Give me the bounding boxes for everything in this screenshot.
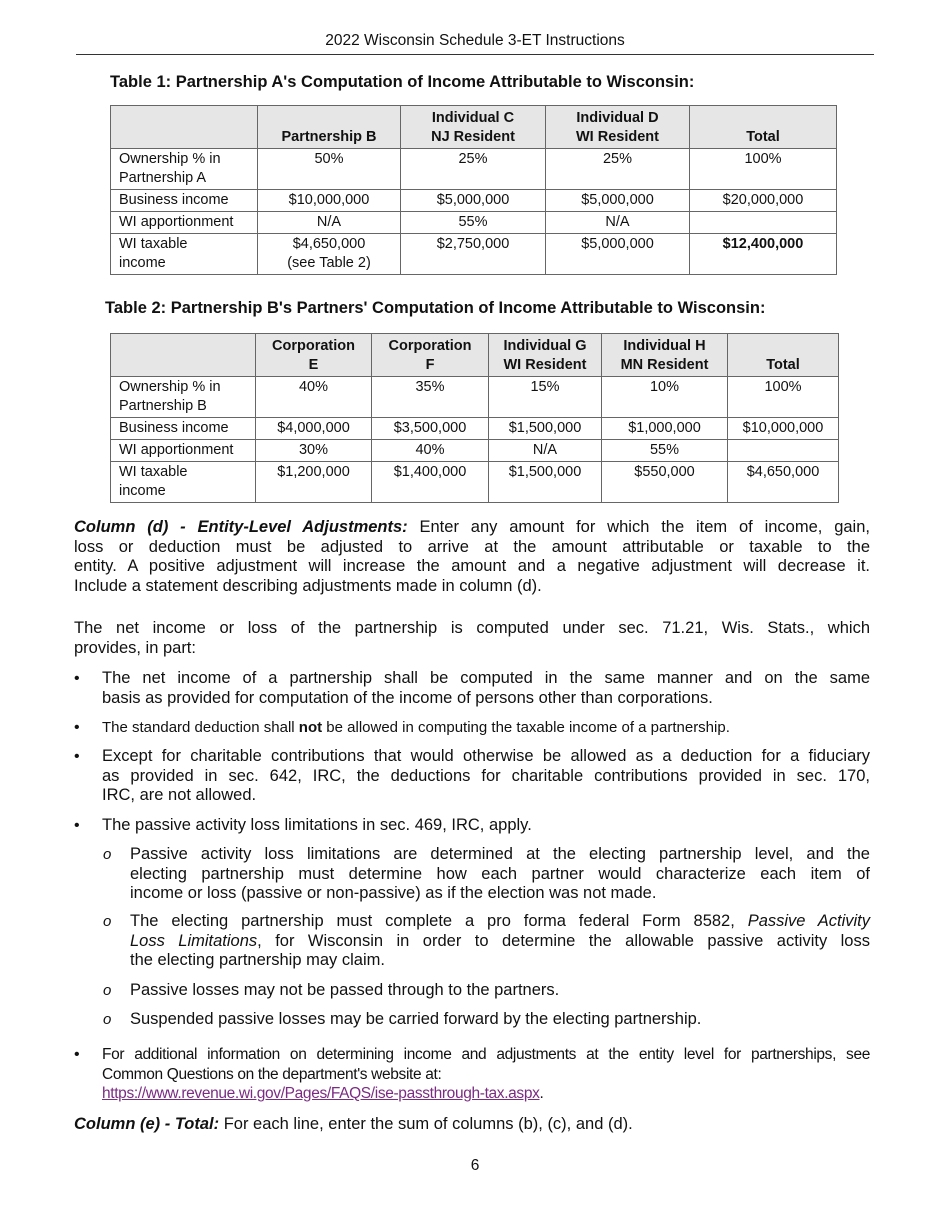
row-label: WI apportionment [111, 212, 258, 234]
table1-header-blank [111, 106, 258, 149]
table-row [111, 440, 839, 462]
bullet-item: The net income of a partnership shall be computed in the same manner and on the same basis as provided for computation of the income of persons other than corporations. [102, 669, 870, 707]
bullet-item: The standard deduction shall not be allowed in computing the taxable income of a partnership. [102, 719, 730, 736]
table1-header-total: Total [690, 106, 837, 149]
table1-header-individual-d: Individual D WI Resident [546, 106, 690, 149]
table-cell: $5,000,000 [546, 234, 690, 275]
table-row [111, 149, 837, 190]
table-cell: 40% [256, 377, 372, 418]
table-cell: N/A [489, 440, 602, 462]
table-cell: $1,500,000 [489, 462, 602, 503]
row-label: Ownership % in Partnership B [111, 377, 256, 418]
net-income-paragraph [74, 619, 870, 658]
table2-header-individual-h: Individual H MN Resident [602, 334, 728, 377]
table-cell: $5,000,000 [546, 190, 690, 212]
department-faq-link[interactable]: https://www.revenue.wi.gov/Pages/FAQS/ise-passthrough-tax.aspx [102, 1085, 540, 1102]
table-cell: N/A [258, 212, 401, 234]
paragraph-text: provides, in part: [74, 638, 196, 657]
table-cell: 55% [602, 440, 728, 462]
column-e-paragraph [74, 1115, 870, 1135]
bullet-marker: • [74, 719, 80, 736]
paragraph-text: Enter any amount for which the item of income, gain, [419, 518, 870, 536]
table-cell: $4,650,000 (see Table 2) [258, 234, 401, 275]
table-cell: 40% [372, 440, 489, 462]
bullet-item: Except for charitable contributions that would otherwise be allowed as a deduction for a fiduciary as provided in sec. 642, IRC, the deductions for charitable contributions provided in sec. 170, IRC, are not allowed. [102, 747, 870, 804]
bullet-marker: • [74, 748, 80, 765]
row-label: Business income [111, 190, 258, 212]
bullet-item-more-info: For additional information on determining income and adjustments at the entity level for partnerships, see Common Questions on the department's website at: https://www.revenue.wi.gov/Pages/FAQS/ise-passthrough-tax.aspx. [102, 1046, 870, 1102]
table-cell: $1,000,000 [602, 418, 728, 440]
bullet-marker: • [74, 670, 80, 687]
table-cell: 25% [546, 149, 690, 190]
column-e-heading: Column (e) - Total: [74, 1115, 220, 1133]
table1-title: Table 1: Partnership A's Computation of Income Attributable to Wisconsin: [110, 73, 695, 91]
table-cell: $4,000,000 [256, 418, 372, 440]
paragraph-text: entity. A positive adjustment will increase the amount and a negative adjustment will decrease it. [74, 557, 870, 575]
sub-bullet-item: Passive activity loss limitations are determined at the electing partnership level, and the electing partnership must determine how each partner would characterize each item of income or loss (passive or non-passive) as if the election was not made. [130, 845, 870, 902]
table1-header-individual-c: Individual C NJ Resident [401, 106, 546, 149]
table-cell [690, 212, 837, 234]
row-label: WI taxable income [111, 462, 256, 503]
table-row [111, 212, 837, 234]
page-number: 6 [470, 1157, 480, 1174]
table2-header-corporation-f: Corporation F [372, 334, 489, 377]
table-cell: $4,650,000 [728, 462, 839, 503]
sub-bullet-marker: o [103, 913, 112, 930]
table-cell: $550,000 [602, 462, 728, 503]
page-header: 2022 Wisconsin Schedule 3-ET Instructions [76, 30, 874, 55]
bullet-marker: • [74, 1046, 80, 1063]
table-cell [728, 440, 839, 462]
column-d-heading: Column (d) - Entity-Level Adjustments: [74, 518, 408, 536]
table-cell: 25% [401, 149, 546, 190]
sub-bullet-item: Suspended passive losses may be carried forward by the electing partnership. [130, 1010, 702, 1028]
row-label: Business income [111, 418, 256, 440]
table-cell: $10,000,000 [728, 418, 839, 440]
sub-bullet-marker: o [103, 846, 112, 863]
table2-header-blank [111, 334, 256, 377]
table-cell: 15% [489, 377, 602, 418]
table-cell-total: $12,400,000 [690, 234, 837, 275]
table-cell: 50% [258, 149, 401, 190]
table-cell: $3,500,000 [372, 418, 489, 440]
table-cell: $1,400,000 [372, 462, 489, 503]
table-row [111, 462, 839, 503]
bullet-marker: • [74, 817, 80, 834]
table-cell: 30% [256, 440, 372, 462]
sub-bullet-marker: o [103, 982, 112, 999]
row-label: Ownership % in Partnership A [111, 149, 258, 190]
paragraph-text: loss or deduction must be adjusted to arrive at the amount attributable or taxable to the [74, 537, 870, 556]
table2-title: Table 2: Partnership B's Partners' Computation of Income Attributable to Wisconsin: [105, 299, 766, 317]
sub-bullet-item: Passive losses may not be passed through to the partners. [130, 981, 560, 999]
bullet-item: The passive activity loss limitations in sec. 469, IRC, apply. [102, 816, 532, 834]
table-row [111, 234, 837, 275]
table-cell: 100% [690, 149, 837, 190]
table-row [111, 190, 837, 212]
table-cell: $2,750,000 [401, 234, 546, 275]
table2-header-individual-g: Individual G WI Resident [489, 334, 602, 377]
sub-bullet-marker: o [103, 1011, 112, 1028]
row-label: WI taxable income [111, 234, 258, 275]
table2-header-total: Total [728, 334, 839, 377]
table1 [110, 105, 837, 275]
table-row [111, 418, 839, 440]
table2 [110, 333, 839, 503]
table-cell: N/A [546, 212, 690, 234]
paragraph-text: The net income or loss of the partnership is computed under sec. 71.21, Wis. Stats., which [74, 619, 870, 637]
table-cell: $1,500,000 [489, 418, 602, 440]
table-cell: 10% [602, 377, 728, 418]
table-cell: $1,200,000 [256, 462, 372, 503]
paragraph-text: Include a statement describing adjustments made in column (d). [74, 576, 542, 595]
table2-header-corporation-e: Corporation E [256, 334, 372, 377]
row-label: WI apportionment [111, 440, 256, 462]
paragraph-text: For each line, enter the sum of columns (b), (c), and (d). [223, 1115, 633, 1133]
sub-bullet-item: The electing partnership must complete a pro forma federal Form 8582, Passive Activity Loss Limitations, for Wisconsin in order to determine the allowable passive activity loss the electing partnership may claim. [130, 912, 870, 969]
column-d-paragraph [74, 518, 870, 596]
table-cell: $10,000,000 [258, 190, 401, 212]
table-row [111, 377, 839, 418]
table-cell: 55% [401, 212, 546, 234]
table1-header-partnership-b: Partnership B [258, 106, 401, 149]
table-cell: 35% [372, 377, 489, 418]
table-cell: $5,000,000 [401, 190, 546, 212]
table-cell: 100% [728, 377, 839, 418]
table-cell: $20,000,000 [690, 190, 837, 212]
